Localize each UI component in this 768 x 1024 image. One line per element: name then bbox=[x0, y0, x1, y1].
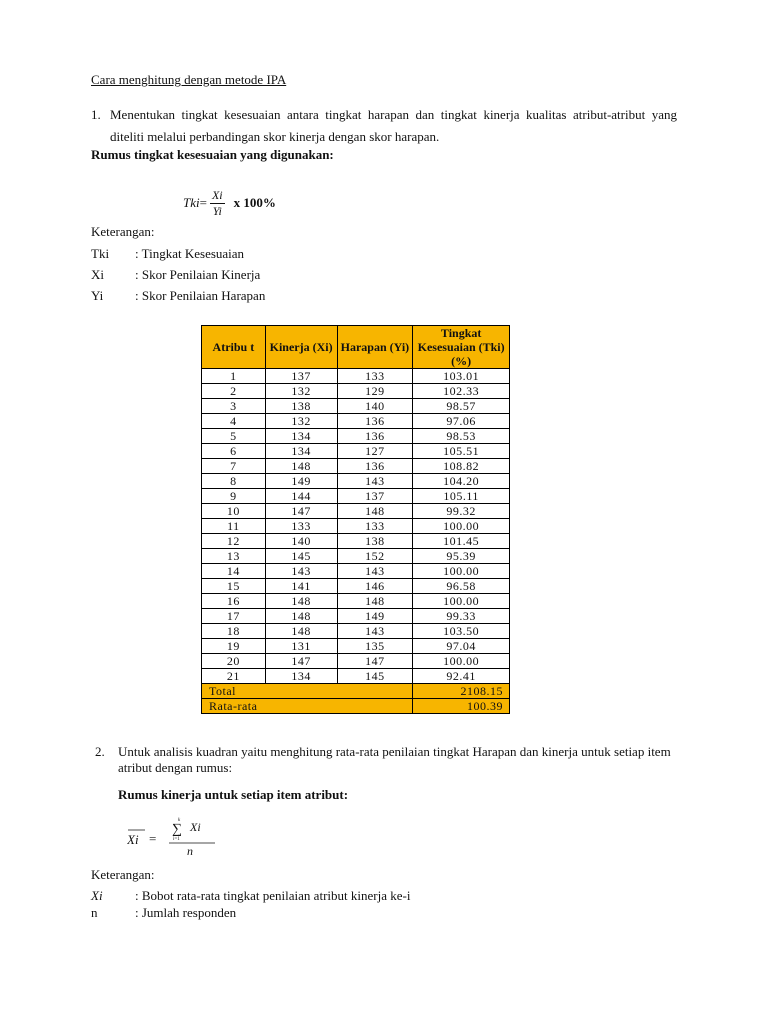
cell-atribut: 13 bbox=[202, 549, 266, 564]
cell-tki: 99.32 bbox=[413, 504, 510, 519]
cell-kinerja: 131 bbox=[265, 639, 337, 654]
cell-kinerja: 140 bbox=[265, 534, 337, 549]
section-2-text: Untuk analisis kuadran yaitu menghitung rata-rata penilaian tingkat Harapan dan kinerja untuk setiap item atribut dengan rumus: bbox=[118, 744, 671, 775]
cell-tki: 98.57 bbox=[413, 399, 510, 414]
cell-harapan: 147 bbox=[337, 654, 413, 669]
table-row bbox=[202, 654, 510, 669]
page-heading: Cara menghitung dengan metode IPA bbox=[91, 72, 287, 87]
keterangan-2-label: Keterangan: bbox=[91, 867, 155, 882]
table-row bbox=[202, 609, 510, 624]
cell-atribut: 9 bbox=[202, 489, 266, 504]
formula-2-denominator: n bbox=[187, 844, 193, 858]
cell-harapan: 129 bbox=[337, 384, 413, 399]
cell-kinerja: 132 bbox=[265, 384, 337, 399]
cell-tki: 103.50 bbox=[413, 624, 510, 639]
cell-kinerja: 144 bbox=[265, 489, 337, 504]
section-1-text: Menentukan tingkat kesesuaian antara tingkat harapan dan tingkat kinerja kualitas atribut-atribut yang diteliti melalui perbandingan skor kinerja dengan skor harapan. bbox=[110, 107, 677, 144]
average-value: 100.39 bbox=[413, 699, 510, 714]
cell-kinerja: 147 bbox=[265, 504, 337, 519]
cell-kinerja: 138 bbox=[265, 399, 337, 414]
formula-2 bbox=[127, 816, 227, 858]
table-row bbox=[202, 564, 510, 579]
definition-desc: : Jumlah responden bbox=[135, 905, 237, 920]
table-row bbox=[202, 549, 510, 564]
cell-tki: 97.04 bbox=[413, 639, 510, 654]
cell-atribut: 12 bbox=[202, 534, 266, 549]
cell-atribut: 14 bbox=[202, 564, 266, 579]
cell-kinerja: 148 bbox=[265, 459, 337, 474]
cell-harapan: 148 bbox=[337, 504, 413, 519]
total-value: 2108.15 bbox=[413, 684, 510, 699]
header-atribut: Atribu t bbox=[202, 326, 266, 369]
formula-2-eq: = bbox=[149, 831, 157, 846]
cell-atribut: 8 bbox=[202, 474, 266, 489]
definition-symbol: Yi bbox=[91, 288, 104, 303]
table-row bbox=[202, 489, 510, 504]
cell-harapan: 143 bbox=[337, 474, 413, 489]
cell-tki: 95.39 bbox=[413, 549, 510, 564]
cell-kinerja: 148 bbox=[265, 594, 337, 609]
table-row bbox=[202, 429, 510, 444]
section-2 bbox=[95, 744, 675, 776]
cell-tki: 105.51 bbox=[413, 444, 510, 459]
cell-tki: 102.33 bbox=[413, 384, 510, 399]
cell-kinerja: 148 bbox=[265, 624, 337, 639]
cell-atribut: 6 bbox=[202, 444, 266, 459]
formula-2-sum-term: Xi bbox=[190, 820, 201, 834]
cell-atribut: 2 bbox=[202, 384, 266, 399]
cell-tki: 92.41 bbox=[413, 669, 510, 684]
table-body bbox=[202, 369, 510, 684]
table-row bbox=[202, 594, 510, 609]
cell-kinerja: 134 bbox=[265, 429, 337, 444]
cell-kinerja: 141 bbox=[265, 579, 337, 594]
cell-harapan: 138 bbox=[337, 534, 413, 549]
cell-tki: 98.53 bbox=[413, 429, 510, 444]
average-row bbox=[202, 699, 510, 714]
table-row bbox=[202, 534, 510, 549]
cell-atribut: 1 bbox=[202, 369, 266, 384]
definition-symbol: Xi bbox=[91, 267, 104, 282]
cell-harapan: 133 bbox=[337, 519, 413, 534]
cell-harapan: 143 bbox=[337, 624, 413, 639]
formula-1 bbox=[183, 186, 276, 220]
cell-kinerja: 147 bbox=[265, 654, 337, 669]
cell-tki: 108.82 bbox=[413, 459, 510, 474]
cell-kinerja: 149 bbox=[265, 474, 337, 489]
formula-1-fraction bbox=[210, 188, 225, 219]
cell-harapan: 136 bbox=[337, 459, 413, 474]
cell-atribut: 17 bbox=[202, 609, 266, 624]
total-label: Total bbox=[202, 684, 413, 699]
formula-1-eq: = bbox=[199, 195, 207, 210]
cell-kinerja: 134 bbox=[265, 669, 337, 684]
total-row bbox=[202, 684, 510, 699]
cell-kinerja: 137 bbox=[265, 369, 337, 384]
cell-atribut: 10 bbox=[202, 504, 266, 519]
cell-harapan: 148 bbox=[337, 594, 413, 609]
table-row bbox=[202, 504, 510, 519]
cell-atribut: 3 bbox=[202, 399, 266, 414]
cell-atribut: 11 bbox=[202, 519, 266, 534]
formula-1-denominator: Yi bbox=[212, 203, 222, 218]
sigma-icon: ∑ bbox=[172, 822, 182, 837]
definition-symbol: n bbox=[91, 905, 98, 920]
cell-kinerja: 132 bbox=[265, 414, 337, 429]
definition-desc: : Tingkat Kesesuaian bbox=[135, 246, 245, 261]
cell-harapan: 127 bbox=[337, 444, 413, 459]
section-1-number: 1. bbox=[91, 107, 101, 122]
cell-tki: 99.33 bbox=[413, 609, 510, 624]
header-tki: Tingkat Kesesuaian (Tki) (%) bbox=[413, 326, 510, 369]
keterangan-1-label: Keterangan: bbox=[91, 224, 155, 239]
cell-atribut: 15 bbox=[202, 579, 266, 594]
table-row bbox=[202, 624, 510, 639]
cell-kinerja: 145 bbox=[265, 549, 337, 564]
definition-desc: : Bobot rata-rata tingkat penilaian atribut kinerja ke-i bbox=[135, 888, 411, 903]
table-row bbox=[202, 579, 510, 594]
cell-harapan: 136 bbox=[337, 429, 413, 444]
table-row bbox=[202, 519, 510, 534]
table-row bbox=[202, 444, 510, 459]
table-row bbox=[202, 639, 510, 654]
cell-tki: 103.01 bbox=[413, 369, 510, 384]
table-header-row bbox=[202, 326, 510, 369]
cell-tki: 100.00 bbox=[413, 654, 510, 669]
cell-tki: 105.11 bbox=[413, 489, 510, 504]
cell-harapan: 149 bbox=[337, 609, 413, 624]
formula-2-lhs: Xi bbox=[127, 832, 139, 847]
cell-harapan: 143 bbox=[337, 564, 413, 579]
section-1 bbox=[91, 104, 677, 148]
table-row bbox=[202, 669, 510, 684]
cell-atribut: 7 bbox=[202, 459, 266, 474]
table-row bbox=[202, 459, 510, 474]
cell-tki: 97.06 bbox=[413, 414, 510, 429]
average-label: Rata-rata bbox=[202, 699, 413, 714]
formula-1-title: Rumus tingkat kesesuaian yang digunakan: bbox=[91, 147, 334, 162]
cell-tki: 100.00 bbox=[413, 564, 510, 579]
cell-harapan: 136 bbox=[337, 414, 413, 429]
cell-atribut: 16 bbox=[202, 594, 266, 609]
cell-kinerja: 133 bbox=[265, 519, 337, 534]
cell-atribut: 20 bbox=[202, 654, 266, 669]
cell-tki: 100.00 bbox=[413, 594, 510, 609]
formula-2-sum-top: k bbox=[178, 818, 181, 823]
cell-harapan: 145 bbox=[337, 669, 413, 684]
formula-1-numerator: Xi bbox=[211, 187, 223, 202]
cell-atribut: 18 bbox=[202, 624, 266, 639]
cell-harapan: 135 bbox=[337, 639, 413, 654]
tki-table bbox=[201, 325, 510, 714]
formula-1-lhs: Tki bbox=[183, 195, 200, 210]
header-harapan: Harapan (Yi) bbox=[337, 326, 413, 369]
cell-tki: 96.58 bbox=[413, 579, 510, 594]
cell-kinerja: 143 bbox=[265, 564, 337, 579]
table-row bbox=[202, 369, 510, 384]
cell-harapan: 133 bbox=[337, 369, 413, 384]
cell-atribut: 4 bbox=[202, 414, 266, 429]
table-row bbox=[202, 474, 510, 489]
cell-harapan: 146 bbox=[337, 579, 413, 594]
cell-harapan: 152 bbox=[337, 549, 413, 564]
header-kinerja: Kinerja (Xi) bbox=[265, 326, 337, 369]
cell-kinerja: 134 bbox=[265, 444, 337, 459]
cell-atribut: 19 bbox=[202, 639, 266, 654]
definition-symbol: Xi bbox=[91, 888, 103, 903]
cell-atribut: 5 bbox=[202, 429, 266, 444]
definition-desc: : Skor Penilaian Harapan bbox=[135, 288, 266, 303]
table-row bbox=[202, 384, 510, 399]
section-2-number: 2. bbox=[95, 744, 105, 759]
table-row bbox=[202, 399, 510, 414]
cell-tki: 104.20 bbox=[413, 474, 510, 489]
formula-2-sum-bottom: i=1 bbox=[173, 837, 180, 842]
definition-desc: : Skor Penilaian Kinerja bbox=[135, 267, 261, 282]
table-row bbox=[202, 414, 510, 429]
cell-tki: 101.45 bbox=[413, 534, 510, 549]
cell-atribut: 21 bbox=[202, 669, 266, 684]
definition-symbol: Tki bbox=[91, 246, 110, 261]
cell-tki: 100.00 bbox=[413, 519, 510, 534]
cell-harapan: 137 bbox=[337, 489, 413, 504]
cell-harapan: 140 bbox=[337, 399, 413, 414]
formula-1-suffix: x 100% bbox=[233, 195, 276, 210]
cell-kinerja: 148 bbox=[265, 609, 337, 624]
formula-2-title: Rumus kinerja untuk setiap item atribut: bbox=[118, 787, 349, 802]
